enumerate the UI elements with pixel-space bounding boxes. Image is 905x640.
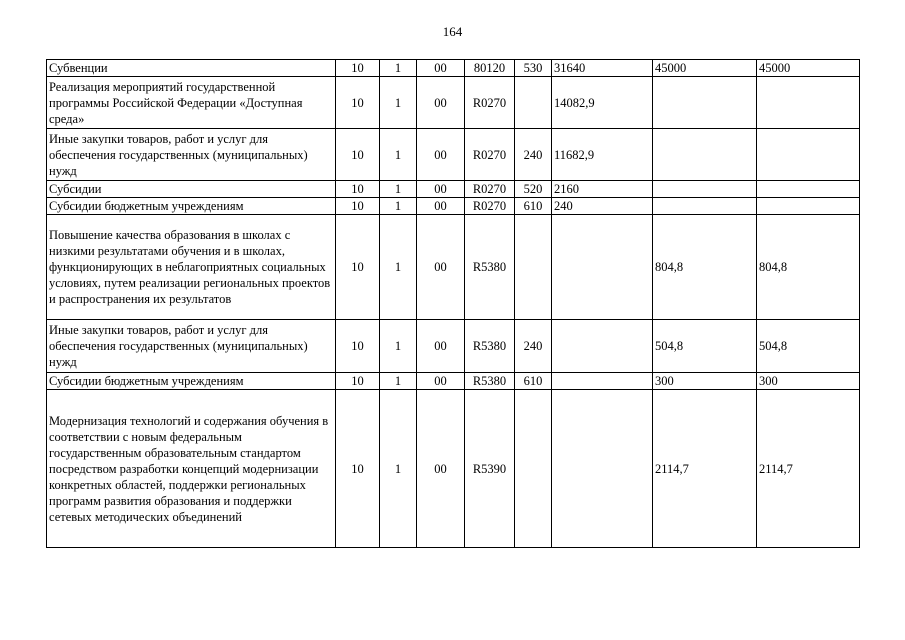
amount-year-3: 504,8 [757, 320, 860, 373]
section-code: 10 [336, 373, 380, 390]
article-code: 80120 [465, 60, 515, 77]
amount-year-1 [552, 390, 653, 548]
program-code: 00 [417, 60, 465, 77]
section-code: 10 [336, 320, 380, 373]
amount-year-1: 31640 [552, 60, 653, 77]
section-code: 10 [336, 181, 380, 198]
article-code: R5380 [465, 320, 515, 373]
amount-year-3: 45000 [757, 60, 860, 77]
amount-year-2 [653, 181, 757, 198]
budget-table [46, 59, 860, 548]
table-row [47, 77, 860, 129]
subsection-code: 1 [380, 181, 417, 198]
table-row [47, 320, 860, 373]
section-code: 10 [336, 198, 380, 215]
amount-year-2 [653, 198, 757, 215]
subsection-code: 1 [380, 320, 417, 373]
subsection-code: 1 [380, 129, 417, 181]
expense-type-code [515, 215, 552, 320]
article-code: R5380 [465, 215, 515, 320]
expense-type-code [515, 390, 552, 548]
article-code: R0270 [465, 129, 515, 181]
row-name: Иные закупки товаров, работ и услуг для обеспечения государственных (муниципальных) нужд [47, 320, 336, 373]
expense-type-code: 610 [515, 198, 552, 215]
program-code: 00 [417, 390, 465, 548]
amount-year-3: 804,8 [757, 215, 860, 320]
program-code: 00 [417, 77, 465, 129]
amount-year-2: 504,8 [653, 320, 757, 373]
amount-year-3 [757, 129, 860, 181]
table-row [47, 129, 860, 181]
amount-year-2: 300 [653, 373, 757, 390]
expense-type-code: 520 [515, 181, 552, 198]
amount-year-1 [552, 215, 653, 320]
subsection-code: 1 [380, 390, 417, 548]
amount-year-3 [757, 198, 860, 215]
article-code: R5380 [465, 373, 515, 390]
expense-type-code: 240 [515, 320, 552, 373]
subsection-code: 1 [380, 198, 417, 215]
program-code: 00 [417, 129, 465, 181]
subsection-code: 1 [380, 215, 417, 320]
row-name: Иные закупки товаров, работ и услуг для обеспечения государственных (муниципальных) нужд [47, 129, 336, 181]
amount-year-2 [653, 129, 757, 181]
table-row [47, 373, 860, 390]
program-code: 00 [417, 320, 465, 373]
section-code: 10 [336, 215, 380, 320]
row-name: Субсидии [47, 181, 336, 198]
page-number: 164 [442, 24, 463, 39]
section-code: 10 [336, 129, 380, 181]
amount-year-3: 2114,7 [757, 390, 860, 548]
article-code: R0270 [465, 198, 515, 215]
program-code: 00 [417, 215, 465, 320]
row-name: Реализация мероприятий государственной программы Российской Федерации «Доступная среда» [47, 77, 336, 129]
article-code: R0270 [465, 77, 515, 129]
amount-year-1: 240 [552, 198, 653, 215]
amount-year-2: 45000 [653, 60, 757, 77]
subsection-code: 1 [380, 77, 417, 129]
row-name: Модернизация технологий и содержания обучения в соответствии с новым федеральным государственным образовательным стандартом посредством разработки концепций модернизации конкретных областей, поддержки региональных программ развития образования и поддержки сетевых методических объединений [47, 390, 336, 548]
amount-year-1 [552, 320, 653, 373]
article-code: R5390 [465, 390, 515, 548]
amount-year-1: 14082,9 [552, 77, 653, 129]
amount-year-1: 2160 [552, 181, 653, 198]
expense-type-code: 240 [515, 129, 552, 181]
amount-year-3: 300 [757, 373, 860, 390]
table-row [47, 198, 860, 215]
section-code: 10 [336, 77, 380, 129]
subsection-code: 1 [380, 60, 417, 77]
amount-year-3 [757, 77, 860, 129]
table-row [47, 60, 860, 77]
amount-year-1 [552, 373, 653, 390]
amount-year-2 [653, 77, 757, 129]
article-code: R0270 [465, 181, 515, 198]
row-name: Повышение качества образования в школах с низкими результатами обучения и в школах, функционирующих в неблагоприятных социальных условиях, путем реализации региональных проектов и распространения их результатов [47, 215, 336, 320]
table-row [47, 181, 860, 198]
amount-year-2: 804,8 [653, 215, 757, 320]
row-name: Субсидии бюджетным учреждениям [47, 373, 336, 390]
section-code: 10 [336, 390, 380, 548]
program-code: 00 [417, 181, 465, 198]
row-name: Субвенции [47, 60, 336, 77]
section-code: 10 [336, 60, 380, 77]
expense-type-code: 530 [515, 60, 552, 77]
subsection-code: 1 [380, 373, 417, 390]
table-row [47, 215, 860, 320]
program-code: 00 [417, 198, 465, 215]
expense-type-code: 610 [515, 373, 552, 390]
amount-year-1: 11682,9 [552, 129, 653, 181]
table-row [47, 390, 860, 548]
expense-type-code [515, 77, 552, 129]
program-code: 00 [417, 373, 465, 390]
amount-year-3 [757, 181, 860, 198]
amount-year-2: 2114,7 [653, 390, 757, 548]
row-name: Субсидии бюджетным учреждениям [47, 198, 336, 215]
